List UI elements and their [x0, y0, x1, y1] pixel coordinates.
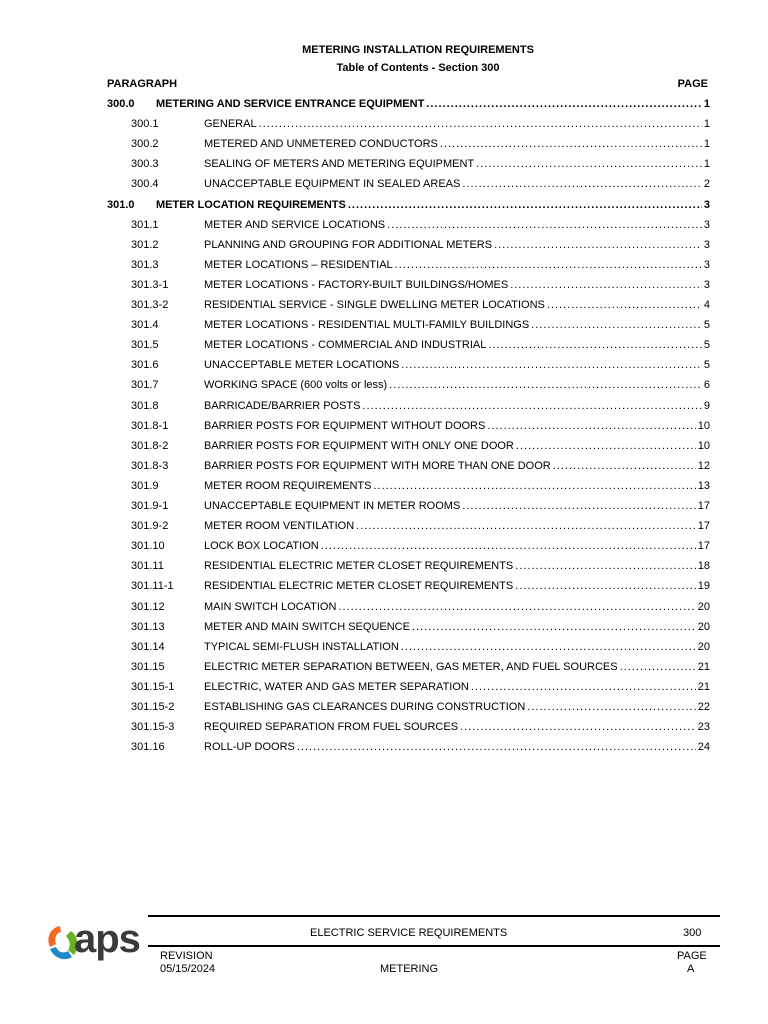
- toc-entry-number: 301.4: [131, 319, 159, 332]
- toc-entry-number: 301.8: [131, 399, 159, 412]
- toc-entry-row: [0, 215, 768, 235]
- toc-entry-title: UNACCEPTABLE METER LOCATIONS: [204, 359, 400, 372]
- toc-entry-number: 301.8-3: [131, 459, 169, 472]
- toc-entry-title: METER LOCATIONS - COMMERCIAL AND INDUSTRIAL: [204, 339, 487, 352]
- toc-entry-title: ELECTRIC METER SEPARATION BETWEEN, GAS METER, AND FUEL SOURCES: [204, 660, 618, 673]
- footer-middle-rule: [148, 945, 720, 947]
- toc-entry-title: METERED AND UNMETERED CONDUCTORS: [204, 138, 438, 151]
- document-title: METERING INSTALLATION REQUIREMENTS: [302, 44, 534, 56]
- toc-entry-row: [0, 154, 768, 174]
- toc-entry-title: RESIDENTIAL ELECTRIC METER CLOSET REQUIREMENTS: [204, 560, 514, 573]
- toc-entry-number: 301.2: [131, 238, 159, 251]
- toc-entry-row: [0, 697, 768, 717]
- toc-entry-title: REQUIRED SEPARATION FROM FUEL SOURCES: [204, 721, 459, 734]
- toc-entry-title: TYPICAL SEMI-FLUSH INSTALLATION: [204, 640, 399, 653]
- toc-entry-row: [0, 637, 768, 657]
- toc-dot-leader: [462, 174, 702, 194]
- toc-entry-page: 3: [703, 218, 710, 231]
- toc-dot-leader: [426, 94, 702, 114]
- toc-dot-leader: [338, 597, 695, 617]
- toc-entry-number: 301.15-3: [131, 721, 175, 734]
- toc-entry-page: 3: [703, 278, 710, 291]
- toc-entry-number: 301.15-2: [131, 701, 175, 713]
- toc-entry-number: 301.6: [131, 359, 159, 372]
- toc-entry-number: 301.9-1: [131, 500, 169, 512]
- toc-dot-leader: [395, 255, 702, 275]
- toc-entry-page: 24: [697, 741, 710, 754]
- toc-entry-page: 12: [697, 459, 710, 472]
- toc-entry-title: METER AND SERVICE LOCATIONS: [204, 218, 386, 231]
- footer-revision-label: REVISION: [160, 950, 213, 962]
- toc-entry-page: 19: [697, 580, 710, 593]
- toc-entry-number: 301.5: [131, 339, 159, 352]
- aps-logo-text: aps: [74, 917, 140, 961]
- toc-entry-page: 3: [703, 238, 710, 251]
- toc-dot-leader: [348, 195, 702, 215]
- toc-entry-row: [0, 134, 768, 154]
- toc-entry-number: 301.8-2: [131, 439, 169, 452]
- toc-dot-leader: [547, 295, 702, 315]
- toc-entry-page: 20: [697, 640, 710, 653]
- toc-entry-title: GENERAL: [204, 118, 257, 131]
- toc-entry-title: METER LOCATIONS - RESIDENTIAL MULTI-FAMILY BUILDINGS: [204, 319, 530, 332]
- toc-entry-page: 3: [703, 258, 710, 271]
- page-column-header: PAGE: [677, 78, 708, 90]
- toc-entry-title: ROLL-UP DOORS: [204, 741, 295, 754]
- toc-entry-row: [0, 617, 768, 637]
- toc-entry-title: ELECTRIC, WATER AND GAS METER SEPARATION: [204, 680, 469, 693]
- toc-entry-number: 301.1: [131, 218, 159, 231]
- toc-dot-leader: [488, 335, 702, 355]
- toc-entry-row: [0, 295, 768, 315]
- toc-entry-title: BARRIER POSTS FOR EQUIPMENT WITHOUT DOORS: [204, 419, 486, 432]
- toc-entry-number: 301.0: [107, 198, 135, 211]
- toc-entry-title: ESTABLISHING GAS CLEARANCES DURING CONSTRUCTION: [204, 701, 526, 713]
- toc-entry-page: 21: [697, 660, 710, 673]
- toc-dot-leader: [297, 737, 696, 757]
- toc-entry-row: [0, 476, 768, 496]
- toc-entry-title: METER LOCATION REQUIREMENTS: [156, 198, 346, 211]
- footer-document-name: ELECTRIC SERVICE REQUIREMENTS: [310, 927, 508, 939]
- toc-dot-leader: [510, 275, 702, 295]
- toc-entry-number: 301.15-1: [131, 680, 175, 693]
- toc-entry-title: RESIDENTIAL SERVICE - SINGLE DWELLING METER LOCATIONS: [204, 299, 545, 311]
- toc-entry-title: SEALING OF METERS AND METERING EQUIPMENT: [204, 158, 475, 171]
- toc-entry-number: 301.9: [131, 479, 159, 492]
- toc-dot-leader: [620, 657, 696, 677]
- toc-dot-leader: [259, 114, 702, 134]
- toc-dot-leader: [389, 375, 702, 395]
- toc-entry-title: METER ROOM REQUIREMENTS: [204, 479, 372, 492]
- footer-revision-date: 05/15/2024: [160, 963, 216, 975]
- toc-entry-number: 301.11: [131, 560, 164, 573]
- footer-page-value: A: [687, 963, 695, 975]
- toc-entry-number: 301.8-1: [131, 419, 169, 432]
- toc-entry-row: [0, 375, 768, 395]
- toc-entry-page: 10: [697, 419, 710, 432]
- toc-entry-title: METER LOCATIONS - FACTORY-BUILT BUILDINGS/HOMES: [204, 278, 509, 291]
- toc-entry-title: METER LOCATIONS – RESIDENTIAL: [204, 258, 393, 271]
- toc-entry-title: UNACCEPTABLE EQUIPMENT IN METER ROOMS: [204, 500, 461, 512]
- toc-dot-leader: [494, 235, 702, 255]
- toc-entry-number: 300.1: [131, 118, 159, 131]
- document-subtitle: Table of Contents - Section 300: [336, 62, 500, 74]
- toc-entry-number: 301.7: [131, 379, 159, 392]
- toc-entry-row: [0, 516, 768, 536]
- toc-dot-leader: [462, 496, 695, 516]
- toc-dot-leader: [362, 396, 701, 416]
- toc-dot-leader: [516, 436, 696, 456]
- toc-dot-leader: [460, 717, 696, 737]
- toc-entry-page: 22: [697, 701, 710, 713]
- toc-entry-row: [0, 335, 768, 355]
- toc-entry-page: 9: [703, 399, 710, 412]
- toc-entry-title: BARRIER POSTS FOR EQUIPMENT WITH MORE THAN ONE DOOR: [204, 459, 551, 472]
- toc-entry-row: [0, 456, 768, 476]
- toc-entry-page: 3: [703, 198, 710, 211]
- toc-entry-row: [0, 496, 768, 516]
- footer-top-rule: [148, 915, 720, 917]
- toc-entry-row: [0, 576, 768, 596]
- toc-dot-leader: [401, 355, 702, 375]
- toc-entry-row: [0, 657, 768, 677]
- toc-dot-leader: [401, 637, 696, 657]
- toc-entry-page: 6: [703, 379, 710, 392]
- toc-entry-row: [0, 275, 768, 295]
- toc-entry-number: 301.11-1: [131, 580, 174, 593]
- toc-entry-page: 17: [697, 520, 710, 533]
- toc-entry-title: METERING AND SERVICE ENTRANCE EQUIPMENT: [156, 98, 425, 110]
- toc-dot-leader: [387, 215, 702, 235]
- toc-entry-number: 301.10: [131, 540, 165, 553]
- footer-section-number: 300: [683, 927, 702, 939]
- toc-section-row: [0, 195, 768, 215]
- toc-entry-number: 300.2: [131, 138, 159, 151]
- toc-entry-page: 20: [697, 600, 710, 613]
- toc-entry-row: [0, 436, 768, 456]
- toc-entry-title: BARRIER POSTS FOR EQUIPMENT WITH ONLY ONE DOOR: [204, 439, 514, 452]
- toc-entry-page: 23: [697, 721, 710, 734]
- toc-entry-title: PLANNING AND GROUPING FOR ADDITIONAL METERS: [204, 238, 493, 251]
- toc-entry-page: 5: [703, 319, 710, 332]
- toc-dot-leader: [373, 476, 695, 496]
- toc-entry-number: 301.14: [131, 640, 165, 653]
- toc-section-row: [0, 94, 768, 114]
- toc-dot-leader: [487, 416, 695, 436]
- toc-entry-page: 17: [697, 540, 710, 553]
- toc-entry-title: METER ROOM VENTILATION: [204, 520, 355, 533]
- toc-dot-leader: [527, 697, 695, 717]
- toc-dot-leader: [412, 617, 696, 637]
- toc-dot-leader: [440, 134, 702, 154]
- toc-entry-number: 301.15: [131, 660, 165, 673]
- toc-entry-title: LOCK BOX LOCATION: [204, 540, 319, 553]
- toc-entry-number: 300.0: [107, 98, 135, 110]
- footer-section-name: METERING: [380, 963, 439, 975]
- toc-entry-row: [0, 114, 768, 134]
- toc-entry-row: [0, 396, 768, 416]
- toc-entry-number: 301.9-2: [131, 520, 169, 533]
- toc-dot-leader: [356, 516, 696, 536]
- toc-entry-row: [0, 597, 768, 617]
- toc-entry-row: [0, 536, 768, 556]
- toc-entry-page: 1: [703, 98, 710, 110]
- toc-entry-title: METER AND MAIN SWITCH SEQUENCE: [204, 620, 410, 633]
- toc-dot-leader: [476, 154, 702, 174]
- toc-entry-page: 5: [703, 339, 710, 352]
- toc-entry-page: 1: [703, 138, 710, 151]
- toc-entry-number: 301.3-2: [131, 299, 169, 311]
- toc-entry-page: 18: [697, 560, 710, 573]
- toc-entry-row: [0, 416, 768, 436]
- toc-entry-title: UNACCEPTABLE EQUIPMENT IN SEALED AREAS: [204, 178, 461, 191]
- paragraph-column-header: PARAGRAPH: [107, 78, 178, 90]
- toc-entry-page: 10: [697, 439, 710, 452]
- toc-dot-leader: [531, 315, 702, 335]
- toc-entry-page: 21: [697, 680, 710, 693]
- toc-entry-title: MAIN SWITCH LOCATION: [204, 600, 337, 613]
- toc-entry-number: 301.3: [131, 258, 159, 271]
- toc-entry-page: 2: [703, 178, 710, 191]
- toc-entry-title: BARRICADE/BARRIER POSTS: [204, 399, 361, 412]
- toc-entry-row: [0, 717, 768, 737]
- toc-dot-leader: [471, 677, 696, 697]
- toc-entry-row: [0, 255, 768, 275]
- toc-entry-row: [0, 315, 768, 335]
- footer-page-label: PAGE: [677, 950, 707, 962]
- toc-entry-number: 301.12: [131, 600, 165, 613]
- toc-entry-title: WORKING SPACE (600 volts or less): [204, 379, 388, 392]
- toc-entry-number: 301.3-1: [131, 278, 169, 291]
- toc-dot-leader: [515, 556, 695, 576]
- toc-entry-row: [0, 355, 768, 375]
- toc-entry-row: [0, 677, 768, 697]
- toc-entry-page: 4: [703, 299, 710, 311]
- toc-entry-row: [0, 737, 768, 757]
- toc-entry-number: 301.13: [131, 620, 165, 633]
- toc-entry-number: 300.3: [131, 158, 159, 171]
- toc-entry-page: 1: [703, 118, 710, 131]
- toc-entry-page: 20: [697, 620, 710, 633]
- toc-entry-title: RESIDENTIAL ELECTRIC METER CLOSET REQUIREMENTS: [204, 580, 514, 593]
- toc-entry-page: 5: [703, 359, 710, 372]
- toc-dot-leader: [515, 576, 695, 596]
- toc-entry-number: 300.4: [131, 178, 159, 191]
- toc-entry-row: [0, 556, 768, 576]
- toc-entry-row: [0, 174, 768, 194]
- toc-entry-page: 1: [703, 158, 710, 171]
- toc-entry-row: [0, 235, 768, 255]
- toc-entry-page: 17: [697, 500, 710, 512]
- toc-dot-leader: [553, 456, 696, 476]
- toc-dot-leader: [321, 536, 696, 556]
- toc-entry-page: 13: [697, 479, 710, 492]
- toc-entry-number: 301.16: [131, 741, 165, 754]
